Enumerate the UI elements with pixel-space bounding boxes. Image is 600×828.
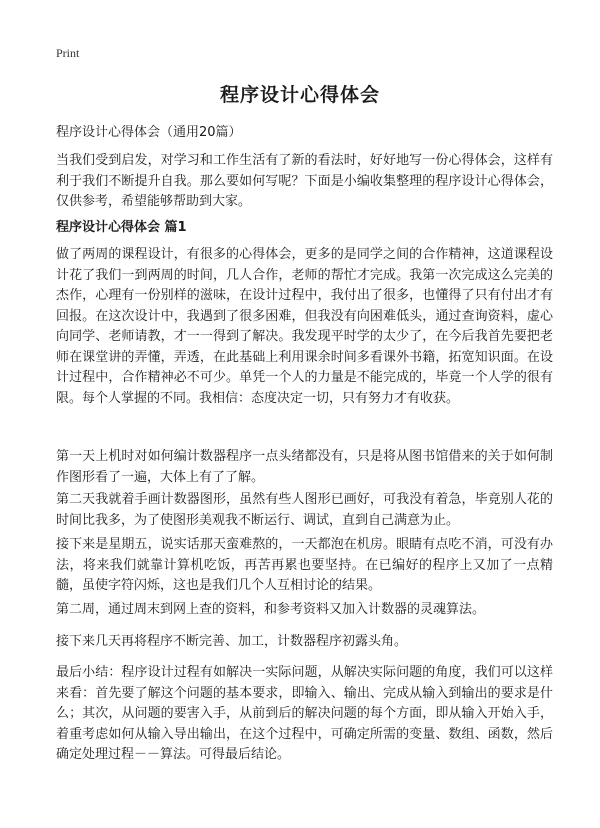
paragraph-1: 做了两周的课程设计，有很多的心得体会，更多的是同学之间的合作精神，这道课程设计花了我们一到两周的时间，几人合作，老师的帮忙才完成。我第一次完成这么完美的杰作，心理有一份别样的滋味，在设计过程中，我付出了很多，也懂得了只有付出才有回报。在这次设计中，我遇到了很多困难，但我没有向困难低头，通过查询资料，虚心向同学、老师请教，才一一得到了解决。我发现平时学的太少了，在今后我首先要把老师在课堂讲的弄懂，弄透，在此基础上利用课余时间多看课外书籍，拓宽知识面。在设计过程中，合作精神必不可少。单凭一个人的力量是不能完成的，毕竟一个人学的很有限。每个人掌握的不同。我相信：态度决定一切，只有努力才有收获。 [56, 247, 553, 406]
page-title: 程序设计心得体会 [219, 84, 380, 106]
print-label[interactable]: Print [56, 46, 80, 60]
intro-paragraph: 当我们受到启发，对学习和工作生活有了新的看法时，好好地写一份心得体会，这样有利于我们不断提升自我。那么要如何写呢？下面是小编收集整理的程序设计心得体会，仅供参考，希望能够帮助到大家。 [56, 153, 553, 209]
paragraph-5: 第二周，通过周末到网上查的资料，和参考资料又加入计数器的灵魂算法。 [56, 602, 486, 617]
paragraph-3: 第二天我就着手画计数器图形，虽然有些人图形已画好，可我没有着急，毕竟别人花的时间比我多，为了使图形美观我不断运行、调试，直到自己满意为止。 [56, 492, 553, 528]
section-heading: 程序设计心得体会 篇1 [56, 220, 187, 235]
paragraph-7: 最后小结：程序设计过程有如解决一实际问题，从解决实际问题的角度，我们可以这样来看：首先要了解这个问题的基本要求，即输入、输出、完成从输入到输出的要求是什么；其次，从问题的要害入手，从前到后的解决问题的每个方面，即从输入开始入手，着重考虑如何从输入导出输出，在这个过程中，可确定所需的变量、数组、函数，然后确定处理过程－－算法。可得最后结论。 [56, 665, 553, 762]
paragraph-2: 第一天上机时对如何编计数器程序一点头绪都没有，只是将从图书馆借来的关于如何制作图形看了一遍，大体上有了了解。 [56, 449, 553, 485]
document-subtitle: 程序设计心得体会（通用20篇） [56, 125, 242, 140]
paragraph-6: 接下来几天再将程序不断完善、加工，计数器程序初露头角。 [56, 634, 408, 649]
paragraph-4: 接下来是星期五，说实话那天蛮难熬的，一天都泡在机房。眼睛有点吃不消，可没有办法，将来我们就靠计算机吃饭，再苦再累也要坚持。在已编好的程序上又加了一点精髓，虽使字符闪烁，这也是我们几个人互相讨论的结果。 [56, 537, 553, 593]
